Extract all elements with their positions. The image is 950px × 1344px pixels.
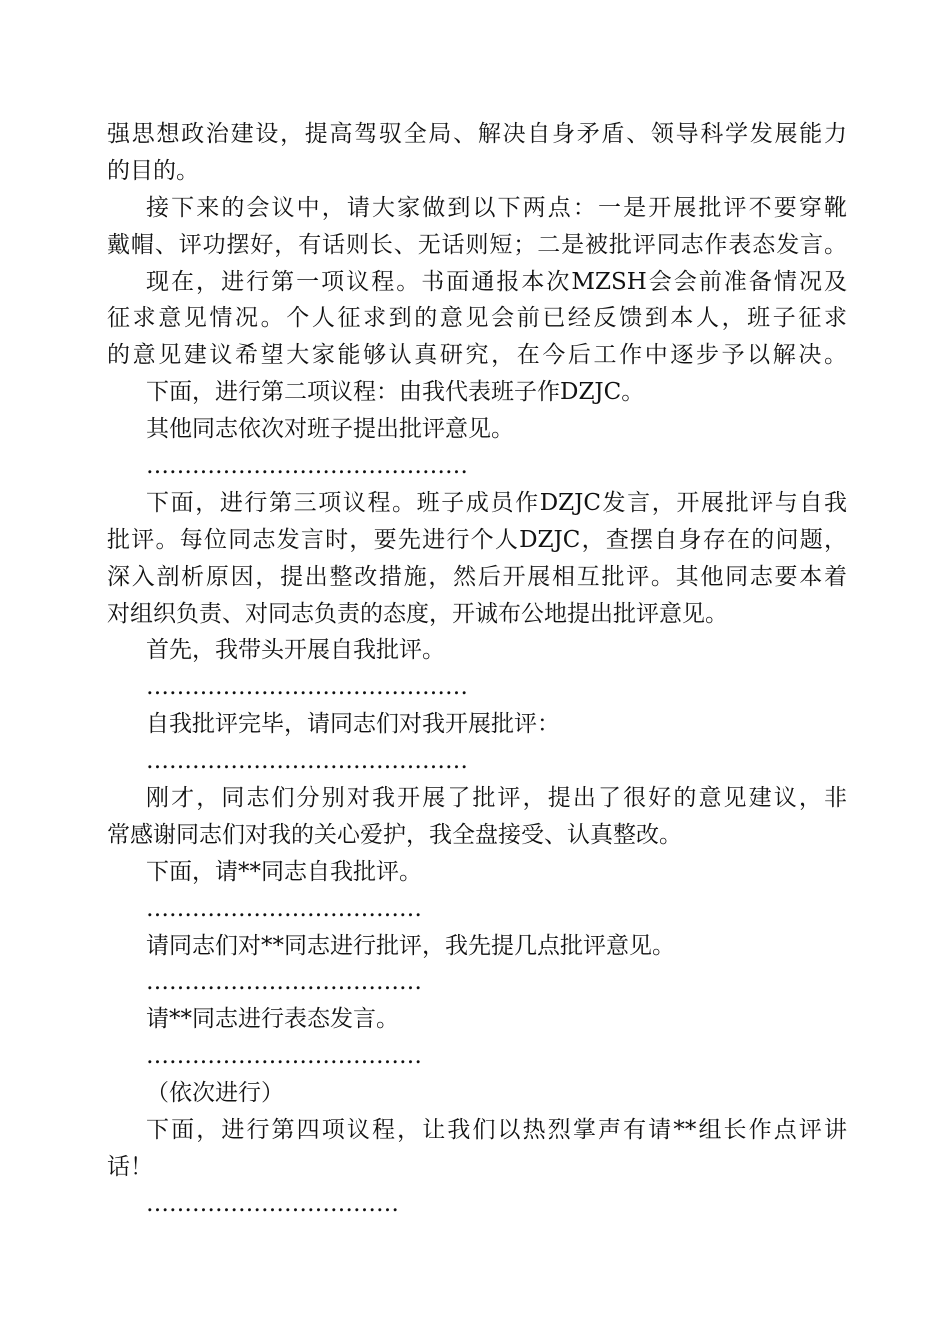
text-line: 请**同志进行表态发言。 bbox=[146, 1006, 399, 1033]
text-line: 戴帽、评功摆好，有话则长、无话则短；二是被批评同志作表态发言。 bbox=[107, 231, 847, 258]
text-line: 常感谢同志们对我的关心爱护，我全盘接受、认真整改。 bbox=[107, 821, 682, 848]
text-line: 其他同志依次对班子提出批评意见。 bbox=[146, 416, 514, 443]
text-line: …………………………………… bbox=[146, 748, 468, 775]
text-line: （依次进行） bbox=[146, 1080, 284, 1107]
text-line: …………………………… bbox=[146, 1190, 399, 1217]
text-line: ……………………………… bbox=[146, 1043, 422, 1070]
text-line: 现在，进行第一项议程。书面通报本次MZSH会会前准备情况及 bbox=[146, 268, 847, 295]
text-line: ……………………………… bbox=[146, 895, 422, 922]
text-line: 深入剖析原因，提出整改措施，然后开展相互批评。其他同志要本着 bbox=[107, 563, 847, 590]
text-line: 强思想政治建设，提高驾驭全局、解决自身矛盾、领导科学发展能力 bbox=[107, 121, 847, 147]
text-line: …………………………………… bbox=[146, 453, 468, 480]
text-line: 批评。每位同志发言时，要先进行个人DZJC，查摆自身存在的问题， bbox=[107, 526, 847, 553]
text-line: 下面，请**同志自我批评。 bbox=[146, 858, 422, 885]
text-line: …………………………………… bbox=[146, 674, 468, 701]
text-line: 对组织负责、对同志负责的态度，开诚布公地提出批评意见。 bbox=[107, 600, 728, 627]
text-line: 下面，进行第四项议程，让我们以热烈掌声有请**组长作点评讲 bbox=[146, 1117, 847, 1144]
text-line: 的目的。 bbox=[107, 157, 199, 184]
text-line: 下面，进行第三项议程。班子成员作DZJC发言，开展批评与自我 bbox=[146, 489, 847, 516]
text-line: 的意见建议希望大家能够认真研究，在今后工作中逐步予以解决。 bbox=[107, 342, 847, 369]
text-line: 话！ bbox=[107, 1153, 153, 1180]
text-line: 首先，我带头开展自我批评。 bbox=[146, 637, 445, 664]
text-line: 征求意见情况。个人征求到的意见会前已经反馈到本人，班子征求 bbox=[107, 305, 847, 332]
text-line: 下面，进行第二项议程：由我代表班子作DZJC。 bbox=[146, 379, 645, 406]
text-line: ……………………………… bbox=[146, 969, 422, 996]
text-line: 请同志们对**同志进行批评，我先提几点批评意见。 bbox=[146, 932, 675, 959]
text-line: 接下来的会议中，请大家做到以下两点：一是开展批评不要穿靴 bbox=[146, 194, 847, 221]
text-line: 刚才，同志们分别对我开展了批评，提出了很好的意见建议，非 bbox=[146, 785, 847, 812]
text-line: 自我批评完毕，请同志们对我开展批评： bbox=[146, 711, 560, 738]
document-body bbox=[107, 116, 847, 1223]
